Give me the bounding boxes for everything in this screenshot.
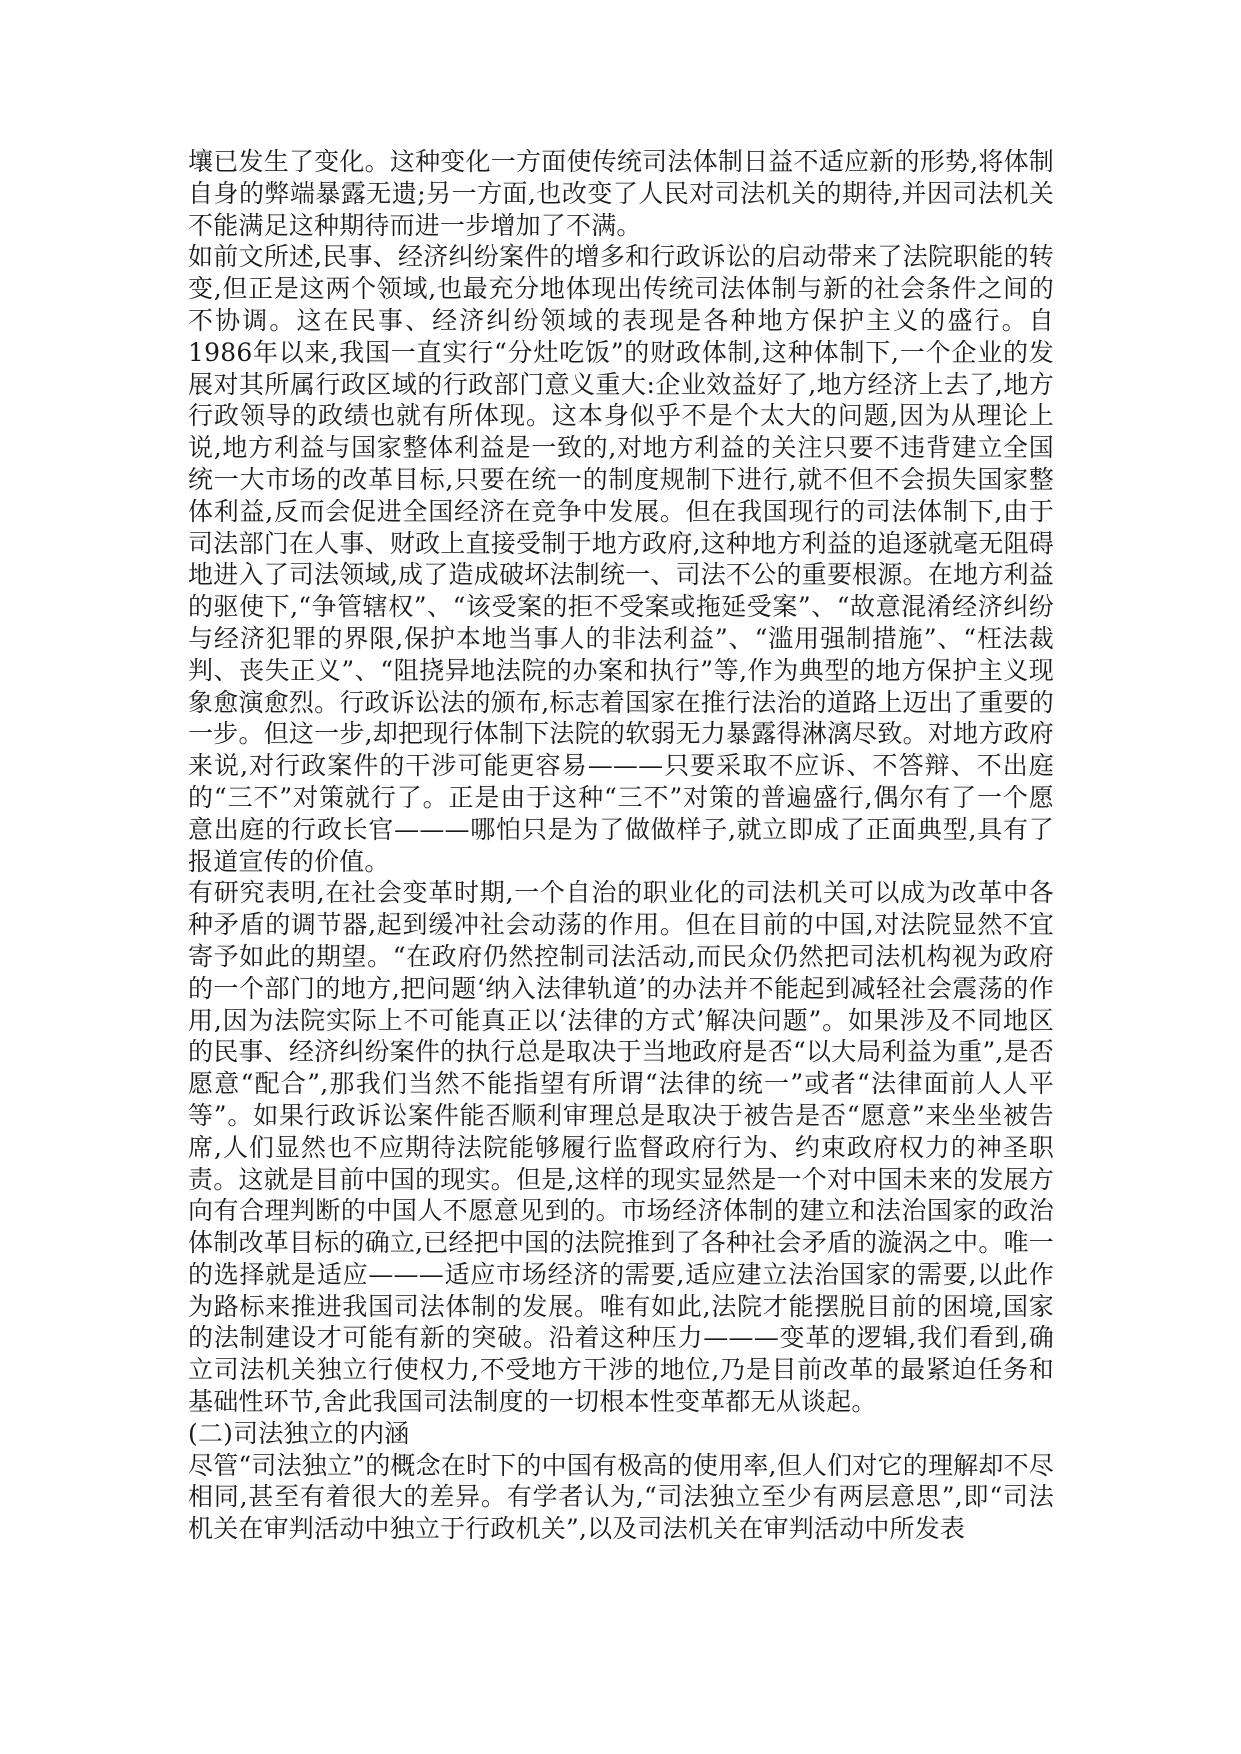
section-heading: (二)司法独立的内涵 bbox=[188, 1418, 410, 1448]
paragraph-continuation: 壤已发生了变化。这种变化一方面使传统司法体制日益不适应新的形势,将体制自身的弊端暴露无遗;另一方面,也改变了人民对司法机关的期待,并因司法机关不能满足这种期待而进一步增加了不满。 bbox=[188, 147, 1054, 240]
paragraph-reform-necessity: 有研究表明,在社会变革时期,一个自治的职业化的司法机关可以成为改革中各种矛盾的调节器,起到缓冲社会动荡的作用。但在目前的中国,对法院显然不宜寄予如此的期望。“在政府仍然控制司法活动,而民众仍然把司法机构视为政府的一个部门的地方,把问题‘纳入法律轨道’的办法并不能起到减轻社会震荡的作用,因为法院实际上不可能真正以‘法律的方式’解决问题”。如果涉及不同地区的民事、经济纠纷案件的执行总是取决于当地政府是否“以大局利益为重”,是否愿意“配合”,那我们当然不能指望有所谓“法律的统一”或者“法律面前人人平等”。如果行政诉讼案件能否顺利审理总是取决于被告是否“愿意”来坐坐被告席,人们显然也不应期待法院能够履行监督政府行为、约束政府权力的神圣职责。这就是目前中国的现实。但是,这样的现实显然是一个对中国未来的发展方向有合理判断的中国人不愿意见到的。市场经济体制的建立和法治国家的政治体制改革目标的确立,已经把中国的法院推到了各种社会矛盾的漩涡之中。唯一的选择就是适应———适应市场经济的需要,适应建立法治国家的需要,以此作为路标来推进我国司法体制的发展。唯有如此,法院才能摆脱目前的困境,国家的法制建设才可能有新的突破。沿着这种压力———变革的逻辑,我们看到,确立司法机关独立行使权力,不受地方干涉的地位,乃是目前改革的最紧迫任务和基础性环节,舍此我国司法制度的一切根本性变革都无从谈起。 bbox=[188, 878, 1054, 1417]
paragraph-local-protectionism: 如前文所述,民事、经济纠纷案件的增多和行政诉讼的启动带来了法院职能的转变,但正是这两个领域,也最充分地体现出传统司法体制与新的社会条件之间的不协调。这在民事、经济纠纷领域的表现是各种地方保护主义的盛行。自 1986年以来,我国一直实行“分灶吃饭”的财政体制,这种体制下,一个企业的发展对其所属行政区域的行政部门意义重大:企业效益好了,地方经济上去了,地方行政领导的政绩也就有所体现。这本身似乎不是个太大的问题,因为从理论上说,地方利益与国家整体利益是一致的,对地方利益的关注只要不违背建立全国统一大市场的改革目标,只要在统一的制度规制下进行,就不但不会损失国家整体利益,反而会促进全国经济在竞争中发展。但在我国现行的司法体制下,由于司法部门在人事、财政上直接受制于地方政府,这种地方利益的追逐就毫无阻碍地进入了司法领域,成了造成破坏法制统一、司法不公的重要根源。在地方利益的驱使下,“争管辖权”、“该受案的拒不受案或拖延受案”、“故意混淆经济纠纷与经济犯罪的界限,保护本地当事人的非法利益”、“滥用强制措施”、“枉法裁判、丧失正义”、“阻挠异地法院的办案和执行”等,作为典型的地方保护主义现象愈演愈烈。行政诉讼法的颁布,标志着国家在推行法治的道路上迈出了重要的一步。但这一步,却把现行体制下法院的软弱无力暴露得淋漓尽致。对地方政府来说,对行政案件的干涉可能更容易———只要采取不应诉、不答辩、不出庭的“三不”对策就行了。正是由于这种“三不”对策的普遍盛行,偶尔有了一个愿意出庭的行政长官———哪怕只是为了做做样子,就立即成了正面典型,具有了报道宣传的价值。 bbox=[188, 242, 1054, 876]
paragraph-judicial-independence: 尽管“司法独立”的概念在时下的中国有极高的使用率,但人们对它的理解却不尽相同,甚至有着很大的差异。有学者认为,“司法独立至少有两层意思”,即“司法机关在审判活动中独立于行政机关”,以及司法机关在审判活动中所发表 bbox=[188, 1450, 1054, 1544]
document-body bbox=[188, 146, 1054, 1545]
